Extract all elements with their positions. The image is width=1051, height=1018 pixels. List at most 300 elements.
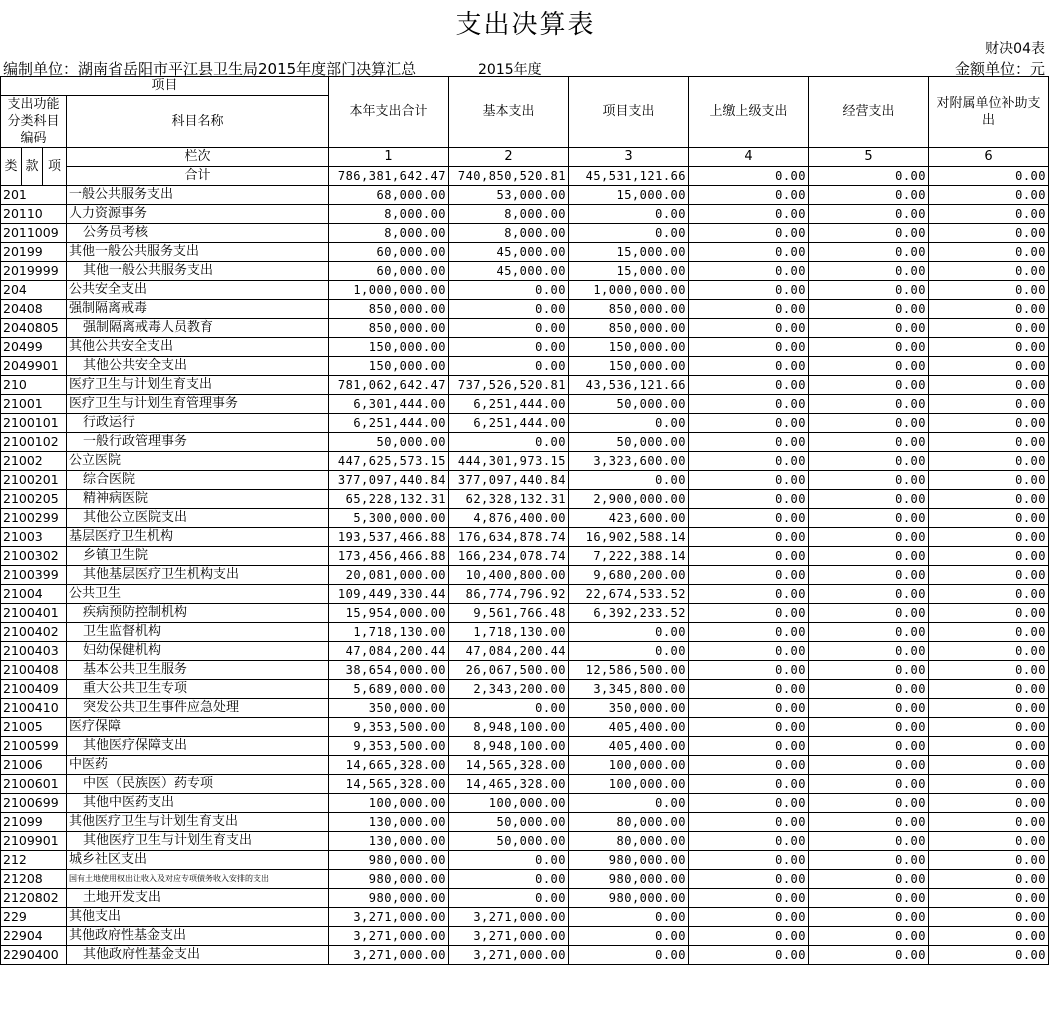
amount-cell: 405,400.00 xyxy=(569,718,689,737)
table-row xyxy=(1,832,1049,851)
subject-name: 公共安全支出 xyxy=(67,281,329,300)
amount-cell: 15,000.00 xyxy=(569,186,689,205)
amount-cell: 0.00 xyxy=(809,205,929,224)
col-header-total: 本年支出合计 xyxy=(329,77,449,148)
total-value: 0.00 xyxy=(929,167,1049,186)
amount-cell: 0.00 xyxy=(929,604,1049,623)
amount-cell: 0.00 xyxy=(929,224,1049,243)
subject-code: 20408 xyxy=(1,300,67,319)
total-value: 0.00 xyxy=(809,167,929,186)
subject-name: 公立医院 xyxy=(67,452,329,471)
amount-cell: 0.00 xyxy=(809,889,929,908)
amount-cell: 0.00 xyxy=(689,547,809,566)
table-row xyxy=(1,927,1049,946)
subject-code: 2100601 xyxy=(1,775,67,794)
amount-cell: 3,271,000.00 xyxy=(329,927,449,946)
amount-cell: 0.00 xyxy=(689,338,809,357)
amount-cell: 4,876,400.00 xyxy=(449,509,569,528)
amount-cell: 109,449,330.44 xyxy=(329,585,449,604)
subject-name: 基本公共卫生服务 xyxy=(67,661,329,680)
amount-cell: 0.00 xyxy=(809,604,929,623)
col-number: 6 xyxy=(929,148,1049,167)
subject-name: 其他政府性基金支出 xyxy=(67,946,329,965)
currency-unit: 金额单位：元 xyxy=(954,60,1045,78)
total-row xyxy=(1,167,1049,186)
amount-cell: 7,222,388.14 xyxy=(569,547,689,566)
total-value: 786,381,642.47 xyxy=(329,167,449,186)
amount-cell: 0.00 xyxy=(689,832,809,851)
amount-cell: 0.00 xyxy=(929,813,1049,832)
subject-code: 2040805 xyxy=(1,319,67,338)
amount-cell: 0.00 xyxy=(449,281,569,300)
subject-code: 20199 xyxy=(1,243,67,262)
amount-cell: 0.00 xyxy=(929,452,1049,471)
subject-code: 204 xyxy=(1,281,67,300)
subject-name: 医疗保障 xyxy=(67,718,329,737)
amount-cell: 0.00 xyxy=(929,319,1049,338)
amount-cell: 0.00 xyxy=(569,908,689,927)
amount-cell: 0.00 xyxy=(929,870,1049,889)
amount-cell: 0.00 xyxy=(929,642,1049,661)
subject-code: 229 xyxy=(1,908,67,927)
amount-cell: 0.00 xyxy=(929,528,1049,547)
amount-cell: 80,000.00 xyxy=(569,813,689,832)
amount-cell: 781,062,642.47 xyxy=(329,376,449,395)
amount-cell: 50,000.00 xyxy=(329,433,449,452)
subject-name: 其他医疗卫生与计划生育支出 xyxy=(67,813,329,832)
amount-cell: 0.00 xyxy=(809,908,929,927)
table-row xyxy=(1,452,1049,471)
amount-cell: 377,097,440.84 xyxy=(449,471,569,490)
amount-cell: 15,954,000.00 xyxy=(329,604,449,623)
amount-cell: 0.00 xyxy=(809,794,929,813)
amount-cell: 130,000.00 xyxy=(329,813,449,832)
amount-cell: 2,900,000.00 xyxy=(569,490,689,509)
amount-cell: 0.00 xyxy=(809,623,929,642)
table-row xyxy=(1,680,1049,699)
amount-cell: 0.00 xyxy=(809,585,929,604)
subject-code: 21005 xyxy=(1,718,67,737)
col-header-basic: 基本支出 xyxy=(449,77,569,148)
amount-cell: 405,400.00 xyxy=(569,737,689,756)
subject-name: 其他公共安全支出 xyxy=(67,338,329,357)
amount-cell: 9,353,500.00 xyxy=(329,718,449,737)
amount-cell: 0.00 xyxy=(689,623,809,642)
subject-code: 2100599 xyxy=(1,737,67,756)
table-row xyxy=(1,300,1049,319)
amount-cell: 0.00 xyxy=(689,205,809,224)
amount-cell: 0.00 xyxy=(809,661,929,680)
rank-label: 栏次 xyxy=(67,148,329,167)
amount-cell: 0.00 xyxy=(689,319,809,338)
subject-code: 210 xyxy=(1,376,67,395)
subject-name: 其他医疗保障支出 xyxy=(67,737,329,756)
amount-cell: 45,000.00 xyxy=(449,262,569,281)
amount-cell: 0.00 xyxy=(929,775,1049,794)
amount-cell: 0.00 xyxy=(449,699,569,718)
amount-cell: 0.00 xyxy=(809,642,929,661)
amount-cell: 3,271,000.00 xyxy=(449,946,569,965)
table-row xyxy=(1,262,1049,281)
subject-code: 2100399 xyxy=(1,566,67,585)
amount-cell: 0.00 xyxy=(689,851,809,870)
amount-cell: 0.00 xyxy=(449,889,569,908)
amount-cell: 3,271,000.00 xyxy=(449,927,569,946)
table-row xyxy=(1,775,1049,794)
subject-code: 2019999 xyxy=(1,262,67,281)
amount-cell: 50,000.00 xyxy=(569,433,689,452)
amount-cell: 0.00 xyxy=(569,642,689,661)
subject-name: 强制隔离戒毒人员教育 xyxy=(67,319,329,338)
amount-cell: 0.00 xyxy=(689,357,809,376)
table-row xyxy=(1,509,1049,528)
subject-code: 2049901 xyxy=(1,357,67,376)
amount-cell: 0.00 xyxy=(449,300,569,319)
subject-name: 精神病医院 xyxy=(67,490,329,509)
subject-code: 21099 xyxy=(1,813,67,832)
amount-cell: 5,300,000.00 xyxy=(329,509,449,528)
amount-cell: 1,000,000.00 xyxy=(569,281,689,300)
col-kuan: 款 xyxy=(22,148,43,186)
table-row xyxy=(1,528,1049,547)
amount-cell: 0.00 xyxy=(809,452,929,471)
amount-cell: 0.00 xyxy=(809,528,929,547)
subject-name: 卫生监督机构 xyxy=(67,623,329,642)
amount-cell: 350,000.00 xyxy=(329,699,449,718)
table-row xyxy=(1,604,1049,623)
table-row xyxy=(1,224,1049,243)
amount-cell: 0.00 xyxy=(809,509,929,528)
amount-cell: 0.00 xyxy=(689,889,809,908)
amount-cell: 0.00 xyxy=(929,433,1049,452)
subject-code: 21002 xyxy=(1,452,67,471)
amount-cell: 0.00 xyxy=(689,281,809,300)
subject-code: 22904 xyxy=(1,927,67,946)
amount-cell: 0.00 xyxy=(689,376,809,395)
amount-cell: 60,000.00 xyxy=(329,262,449,281)
subject-name: 其他政府性基金支出 xyxy=(67,927,329,946)
amount-cell: 0.00 xyxy=(929,927,1049,946)
amount-cell: 0.00 xyxy=(809,737,929,756)
amount-cell: 737,526,520.81 xyxy=(449,376,569,395)
amount-cell: 0.00 xyxy=(929,509,1049,528)
col-header-business: 经营支出 xyxy=(809,77,929,148)
amount-cell: 0.00 xyxy=(569,927,689,946)
amount-cell: 176,634,878.74 xyxy=(449,528,569,547)
amount-cell: 50,000.00 xyxy=(449,832,569,851)
amount-cell: 20,081,000.00 xyxy=(329,566,449,585)
amount-cell: 0.00 xyxy=(809,775,929,794)
amount-cell: 0.00 xyxy=(929,281,1049,300)
subject-code: 2109901 xyxy=(1,832,67,851)
subject-name: 其他中医药支出 xyxy=(67,794,329,813)
amount-cell: 0.00 xyxy=(449,870,569,889)
amount-cell: 3,271,000.00 xyxy=(329,908,449,927)
subject-code: 21001 xyxy=(1,395,67,414)
amount-cell: 850,000.00 xyxy=(569,319,689,338)
amount-cell: 0.00 xyxy=(689,566,809,585)
subject-code: 201 xyxy=(1,186,67,205)
amount-cell: 0.00 xyxy=(929,718,1049,737)
table-row xyxy=(1,376,1049,395)
table-row xyxy=(1,471,1049,490)
amount-cell: 0.00 xyxy=(569,623,689,642)
amount-cell: 0.00 xyxy=(809,338,929,357)
amount-cell: 3,323,600.00 xyxy=(569,452,689,471)
subject-code: 2100699 xyxy=(1,794,67,813)
amount-cell: 0.00 xyxy=(689,870,809,889)
subject-code: 2011009 xyxy=(1,224,67,243)
amount-cell: 0.00 xyxy=(689,737,809,756)
amount-cell: 0.00 xyxy=(689,775,809,794)
amount-cell: 0.00 xyxy=(689,509,809,528)
amount-cell: 0.00 xyxy=(809,300,929,319)
amount-cell: 45,000.00 xyxy=(449,243,569,262)
amount-cell: 0.00 xyxy=(809,243,929,262)
subject-code: 2100403 xyxy=(1,642,67,661)
amount-cell: 0.00 xyxy=(449,338,569,357)
subject-code: 20499 xyxy=(1,338,67,357)
amount-cell: 68,000.00 xyxy=(329,186,449,205)
table-row xyxy=(1,813,1049,832)
code-header: 支出功能分类科目编码 xyxy=(1,96,67,148)
amount-cell: 0.00 xyxy=(689,471,809,490)
subject-name: 其他基层医疗卫生机构支出 xyxy=(67,566,329,585)
amount-cell: 22,674,533.52 xyxy=(569,585,689,604)
subject-name: 疾病预防控制机构 xyxy=(67,604,329,623)
amount-cell: 5,689,000.00 xyxy=(329,680,449,699)
amount-cell: 0.00 xyxy=(449,433,569,452)
amount-cell: 150,000.00 xyxy=(329,357,449,376)
subject-name: 公共卫生 xyxy=(67,585,329,604)
table-row xyxy=(1,642,1049,661)
amount-cell: 9,561,766.48 xyxy=(449,604,569,623)
subject-code: 2100102 xyxy=(1,433,67,452)
amount-cell: 980,000.00 xyxy=(329,870,449,889)
amount-cell: 980,000.00 xyxy=(569,851,689,870)
table-row xyxy=(1,205,1049,224)
amount-cell: 14,465,328.00 xyxy=(449,775,569,794)
amount-cell: 3,271,000.00 xyxy=(329,946,449,965)
amount-cell: 0.00 xyxy=(569,414,689,433)
total-value: 45,531,121.66 xyxy=(569,167,689,186)
table-row xyxy=(1,414,1049,433)
table-row xyxy=(1,547,1049,566)
subject-name: 突发公共卫生事件应急处理 xyxy=(67,699,329,718)
amount-cell: 0.00 xyxy=(689,433,809,452)
subject-name: 行政运行 xyxy=(67,414,329,433)
table-row xyxy=(1,756,1049,775)
amount-cell: 0.00 xyxy=(929,186,1049,205)
amount-cell: 0.00 xyxy=(809,851,929,870)
amount-cell: 0.00 xyxy=(929,699,1049,718)
amount-cell: 0.00 xyxy=(689,528,809,547)
project-header: 项目 xyxy=(1,77,329,96)
subject-name: 国有土地使用权出让收入及对应专项债务收入安排的支出 xyxy=(67,870,329,889)
total-value: 740,850,520.81 xyxy=(449,167,569,186)
amount-cell: 6,251,444.00 xyxy=(449,414,569,433)
table-row xyxy=(1,699,1049,718)
subject-name: 土地开发支出 xyxy=(67,889,329,908)
amount-cell: 0.00 xyxy=(809,224,929,243)
amount-cell: 8,000.00 xyxy=(449,205,569,224)
subject-name: 其他支出 xyxy=(67,908,329,927)
amount-cell: 0.00 xyxy=(569,794,689,813)
subject-name: 其他公共安全支出 xyxy=(67,357,329,376)
amount-cell: 0.00 xyxy=(689,699,809,718)
amount-cell: 43,536,121.66 xyxy=(569,376,689,395)
amount-cell: 38,654,000.00 xyxy=(329,661,449,680)
subject-code: 2290400 xyxy=(1,946,67,965)
amount-cell: 0.00 xyxy=(929,395,1049,414)
col-number: 5 xyxy=(809,148,929,167)
amount-cell: 8,948,100.00 xyxy=(449,718,569,737)
amount-cell: 2,343,200.00 xyxy=(449,680,569,699)
subject-name: 中医（民族医）药专项 xyxy=(67,775,329,794)
amount-cell: 350,000.00 xyxy=(569,699,689,718)
amount-cell: 0.00 xyxy=(689,908,809,927)
table-row xyxy=(1,908,1049,927)
amount-cell: 0.00 xyxy=(689,300,809,319)
amount-cell: 6,392,233.52 xyxy=(569,604,689,623)
col-lei: 类 xyxy=(1,148,22,186)
table-row xyxy=(1,566,1049,585)
amount-cell: 0.00 xyxy=(689,946,809,965)
table-row xyxy=(1,623,1049,642)
amount-cell: 0.00 xyxy=(809,946,929,965)
amount-cell: 0.00 xyxy=(809,319,929,338)
amount-cell: 0.00 xyxy=(809,395,929,414)
amount-cell: 86,774,796.92 xyxy=(449,585,569,604)
amount-cell: 150,000.00 xyxy=(569,357,689,376)
amount-cell: 423,600.00 xyxy=(569,509,689,528)
subject-name: 一般行政管理事务 xyxy=(67,433,329,452)
amount-cell: 47,084,200.44 xyxy=(329,642,449,661)
amount-cell: 0.00 xyxy=(929,946,1049,965)
amount-cell: 850,000.00 xyxy=(569,300,689,319)
subject-code: 20110 xyxy=(1,205,67,224)
table-row xyxy=(1,433,1049,452)
subject-code: 2100299 xyxy=(1,509,67,528)
amount-cell: 6,251,444.00 xyxy=(329,414,449,433)
amount-cell: 6,251,444.00 xyxy=(449,395,569,414)
amount-cell: 3,271,000.00 xyxy=(449,908,569,927)
amount-cell: 0.00 xyxy=(929,737,1049,756)
subject-code: 2100101 xyxy=(1,414,67,433)
amount-cell: 60,000.00 xyxy=(329,243,449,262)
amount-cell: 0.00 xyxy=(809,547,929,566)
table-row xyxy=(1,946,1049,965)
amount-cell: 0.00 xyxy=(929,851,1049,870)
amount-cell: 50,000.00 xyxy=(569,395,689,414)
amount-cell: 0.00 xyxy=(929,623,1049,642)
amount-cell: 100,000.00 xyxy=(329,794,449,813)
amount-cell: 0.00 xyxy=(449,851,569,870)
subject-name: 医疗卫生与计划生育管理事务 xyxy=(67,395,329,414)
amount-cell: 80,000.00 xyxy=(569,832,689,851)
table-row xyxy=(1,319,1049,338)
amount-cell: 150,000.00 xyxy=(569,338,689,357)
amount-cell: 0.00 xyxy=(929,471,1049,490)
amount-cell: 0.00 xyxy=(689,680,809,699)
amount-cell: 10,400,800.00 xyxy=(449,566,569,585)
amount-cell: 0.00 xyxy=(809,186,929,205)
subject-code: 2100402 xyxy=(1,623,67,642)
amount-cell: 0.00 xyxy=(809,376,929,395)
amount-cell: 444,301,973.15 xyxy=(449,452,569,471)
fiscal-year: 2015年度 xyxy=(478,62,542,78)
amount-cell: 0.00 xyxy=(809,718,929,737)
amount-cell: 0.00 xyxy=(809,832,929,851)
amount-cell: 1,718,130.00 xyxy=(329,623,449,642)
amount-cell: 15,000.00 xyxy=(569,243,689,262)
subject-name: 一般公共服务支出 xyxy=(67,186,329,205)
amount-cell: 130,000.00 xyxy=(329,832,449,851)
amount-cell: 0.00 xyxy=(929,566,1049,585)
name-header: 科目名称 xyxy=(67,96,329,148)
subject-name: 城乡社区支出 xyxy=(67,851,329,870)
col-header-upper: 上缴上级支出 xyxy=(689,77,809,148)
amount-cell: 0.00 xyxy=(809,813,929,832)
subject-code: 2120802 xyxy=(1,889,67,908)
amount-cell: 0.00 xyxy=(929,300,1049,319)
form-number: 财决04表 xyxy=(985,41,1045,57)
amount-cell: 166,234,078.74 xyxy=(449,547,569,566)
amount-cell: 0.00 xyxy=(809,680,929,699)
amount-cell: 980,000.00 xyxy=(329,889,449,908)
total-label: 合计 xyxy=(67,167,329,186)
amount-cell: 0.00 xyxy=(929,908,1049,927)
amount-cell: 0.00 xyxy=(929,376,1049,395)
amount-cell: 0.00 xyxy=(689,642,809,661)
amount-cell: 0.00 xyxy=(569,205,689,224)
amount-cell: 0.00 xyxy=(809,699,929,718)
amount-cell: 850,000.00 xyxy=(329,300,449,319)
reporting-unit: 编制单位：湖南省岳阳市平江县卫生局2015年度部门决算汇总 xyxy=(3,60,417,78)
subject-name: 中医药 xyxy=(67,756,329,775)
amount-cell: 0.00 xyxy=(689,718,809,737)
amount-cell: 0.00 xyxy=(449,357,569,376)
amount-cell: 0.00 xyxy=(929,585,1049,604)
subject-code: 212 xyxy=(1,851,67,870)
subject-code: 21004 xyxy=(1,585,67,604)
amount-cell: 50,000.00 xyxy=(449,813,569,832)
amount-cell: 0.00 xyxy=(689,927,809,946)
amount-cell: 14,665,328.00 xyxy=(329,756,449,775)
col-header-project: 项目支出 xyxy=(569,77,689,148)
table-row xyxy=(1,585,1049,604)
amount-cell: 193,537,466.88 xyxy=(329,528,449,547)
amount-cell: 0.00 xyxy=(929,794,1049,813)
col-number: 3 xyxy=(569,148,689,167)
amount-cell: 0.00 xyxy=(689,661,809,680)
amount-cell: 1,000,000.00 xyxy=(329,281,449,300)
amount-cell: 9,680,200.00 xyxy=(569,566,689,585)
amount-cell: 377,097,440.84 xyxy=(329,471,449,490)
amount-cell: 0.00 xyxy=(689,224,809,243)
amount-cell: 0.00 xyxy=(689,490,809,509)
amount-cell: 0.00 xyxy=(569,224,689,243)
amount-cell: 173,456,466.88 xyxy=(329,547,449,566)
amount-cell: 0.00 xyxy=(929,357,1049,376)
subject-code: 2100201 xyxy=(1,471,67,490)
amount-cell: 0.00 xyxy=(929,205,1049,224)
amount-cell: 0.00 xyxy=(809,357,929,376)
amount-cell: 0.00 xyxy=(809,566,929,585)
col-header-subsidy: 对附属单位补助支出 xyxy=(929,77,1049,148)
amount-cell: 16,902,588.14 xyxy=(569,528,689,547)
page-title: 支出决算表 xyxy=(455,10,596,40)
